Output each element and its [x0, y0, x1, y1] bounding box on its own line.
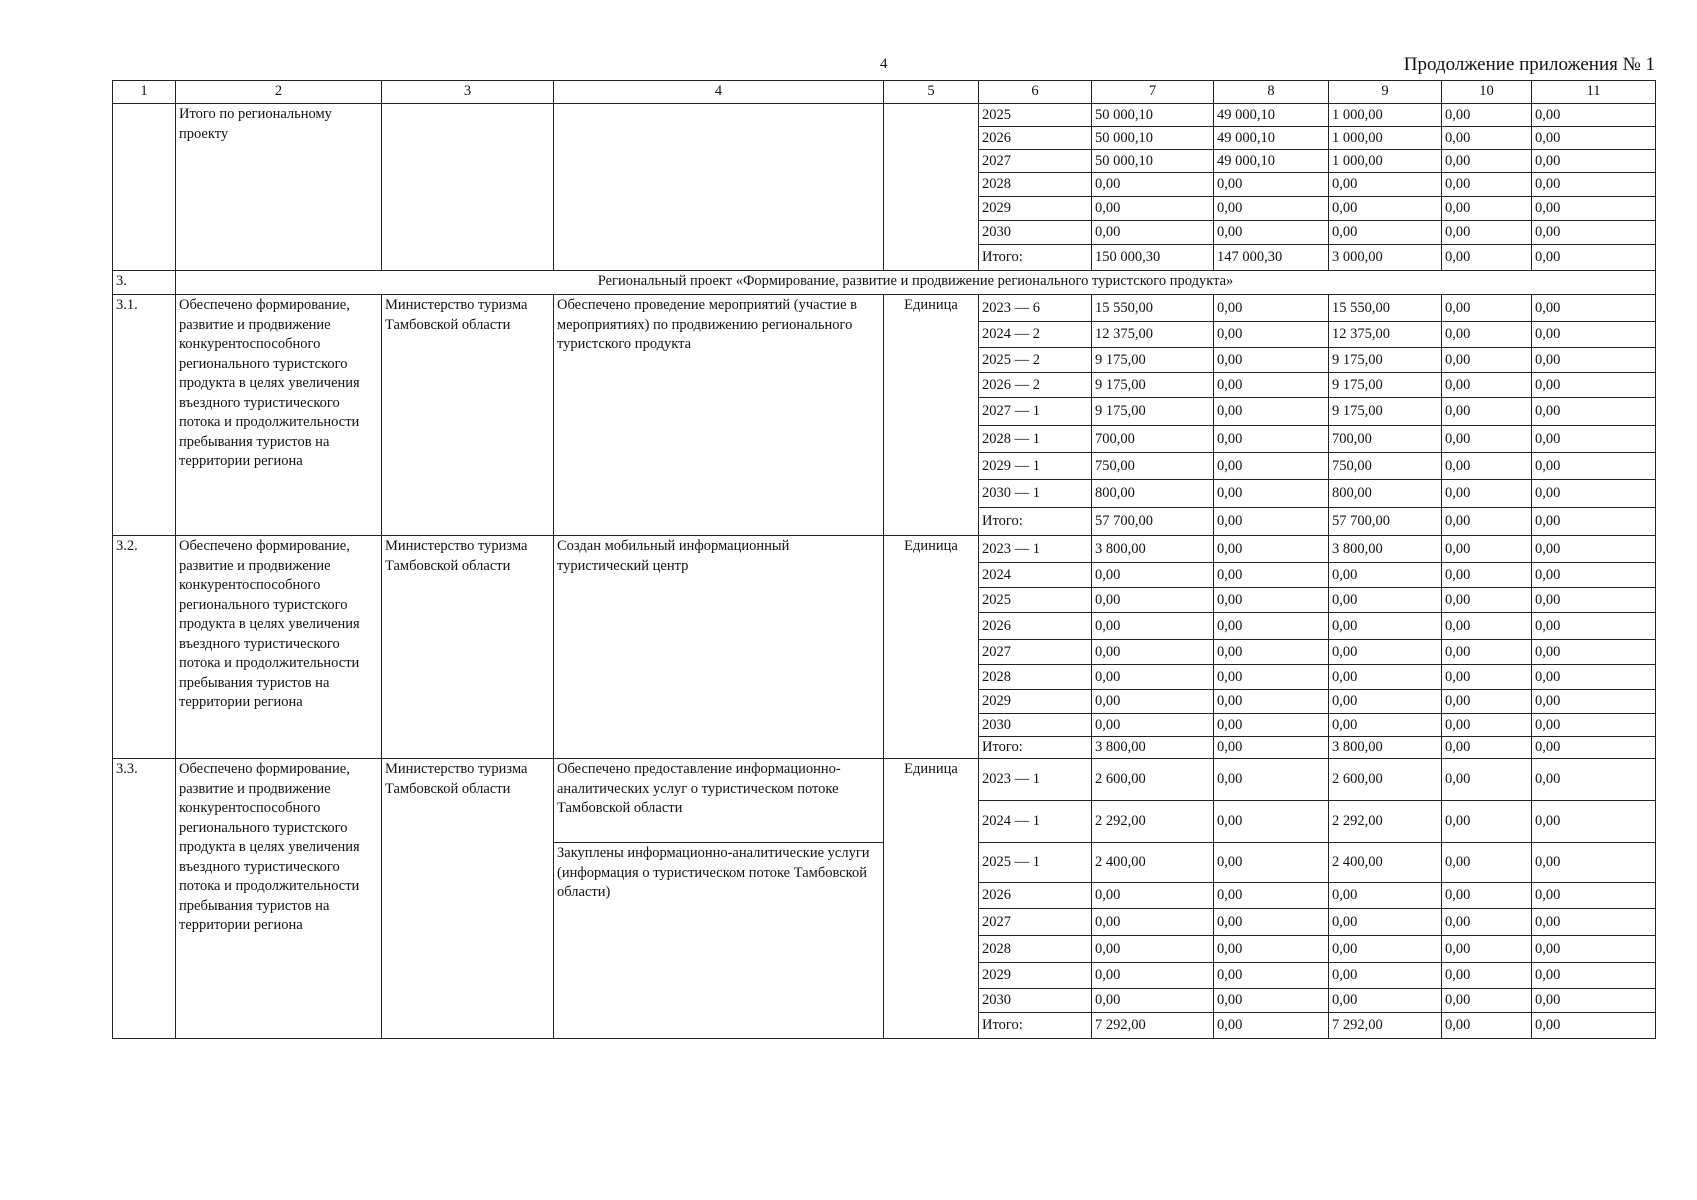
extra-budget-cell: 0,00: [1532, 563, 1656, 588]
year-cell: 2030: [979, 989, 1092, 1013]
regional-cell: 9 175,00: [1329, 398, 1442, 426]
regional-cell: 0,00: [1329, 690, 1442, 714]
regional-cell: 3 800,00: [1329, 737, 1442, 759]
item-block: [113, 295, 1656, 536]
municipal-cell: 0,00: [1442, 453, 1532, 480]
municipal-cell: 0,00: [1442, 322, 1532, 348]
municipal-cell: 0,00: [1442, 714, 1532, 737]
total-cell: 0,00: [1092, 989, 1214, 1013]
year-cell: 2027: [979, 150, 1092, 173]
extra-budget-cell: 0,00: [1532, 453, 1656, 480]
unit-cell: Единица: [884, 295, 979, 536]
year-cell: 2023 — 6: [979, 295, 1092, 322]
extra-budget-cell: 0,00: [1532, 536, 1656, 563]
federal-cell: 0,00: [1214, 883, 1329, 909]
column-header: 8: [1214, 81, 1329, 104]
regional-total-block: [113, 104, 1656, 271]
column-header: 3: [382, 81, 554, 104]
municipal-cell: 0,00: [1442, 640, 1532, 665]
total-cell: 2 400,00: [1092, 843, 1214, 883]
federal-cell: 0,00: [1214, 398, 1329, 426]
extra-budget-cell: 0,00: [1532, 843, 1656, 883]
year-cell: 2029 — 1: [979, 453, 1092, 480]
federal-cell: 0,00: [1214, 426, 1329, 453]
total-cell: 0,00: [1092, 197, 1214, 221]
total-cell: 50 000,10: [1092, 127, 1214, 150]
total-cell: 0,00: [1092, 221, 1214, 245]
year-cell: 2026: [979, 613, 1092, 640]
federal-cell: 0,00: [1214, 1013, 1329, 1039]
municipal-cell: 0,00: [1442, 936, 1532, 963]
regional-cell: 0,00: [1329, 963, 1442, 989]
item-name-cell: Обеспечено формирование, развитие и продвижение конкурентоспособного регионального туристского продукта в целях увеличения въездного туристического потока и продолжительности пребывания туристов на территории региона: [176, 536, 382, 759]
total-cell: 700,00: [1092, 426, 1214, 453]
extra-budget-cell: 0,00: [1532, 150, 1656, 173]
column-header-row: [113, 81, 1656, 104]
municipal-cell: 0,00: [1442, 245, 1532, 271]
budget-table: [112, 80, 1656, 1039]
result-cell: [554, 104, 884, 271]
year-cell: 2026 — 2: [979, 373, 1092, 398]
column-header: 10: [1442, 81, 1532, 104]
federal-cell: 0,00: [1214, 714, 1329, 737]
municipal-cell: 0,00: [1442, 665, 1532, 690]
federal-cell: 49 000,10: [1214, 104, 1329, 127]
federal-cell: 0,00: [1214, 690, 1329, 714]
total-cell: 0,00: [1092, 563, 1214, 588]
item-number-cell: 3.3.: [113, 759, 176, 1039]
total-cell: 750,00: [1092, 453, 1214, 480]
extra-budget-cell: 0,00: [1532, 759, 1656, 801]
municipal-cell: 0,00: [1442, 1013, 1532, 1039]
regional-cell: 0,00: [1329, 613, 1442, 640]
total-cell: 3 800,00: [1092, 536, 1214, 563]
table-row: [113, 536, 1656, 563]
federal-cell: 0,00: [1214, 322, 1329, 348]
year-cell: 2029: [979, 690, 1092, 714]
year-cell: Итого:: [979, 508, 1092, 536]
federal-cell: 0,00: [1214, 295, 1329, 322]
section-title: Региональный проект «Формирование, развитие и продвижение регионального туристского продукта»: [176, 271, 1656, 295]
federal-cell: 0,00: [1214, 613, 1329, 640]
federal-cell: 49 000,10: [1214, 150, 1329, 173]
table-row: [113, 104, 1656, 127]
total-cell: 800,00: [1092, 480, 1214, 508]
year-cell: 2024 — 2: [979, 322, 1092, 348]
federal-cell: 147 000,30: [1214, 245, 1329, 271]
extra-budget-cell: 0,00: [1532, 588, 1656, 613]
federal-cell: 49 000,10: [1214, 127, 1329, 150]
total-cell: 0,00: [1092, 963, 1214, 989]
year-cell: 2025: [979, 588, 1092, 613]
total-cell: 150 000,30: [1092, 245, 1214, 271]
column-header: 11: [1532, 81, 1656, 104]
year-cell: 2025: [979, 104, 1092, 127]
result-cell: Обеспечено предоставление информационно-аналитических услуг о туристическом потоке Тамбовской области: [554, 759, 884, 843]
federal-cell: 0,00: [1214, 480, 1329, 508]
extra-budget-cell: 0,00: [1532, 373, 1656, 398]
extra-budget-cell: 0,00: [1532, 197, 1656, 221]
municipal-cell: 0,00: [1442, 480, 1532, 508]
regional-cell: 0,00: [1329, 936, 1442, 963]
federal-cell: 0,00: [1214, 221, 1329, 245]
regional-cell: 0,00: [1329, 563, 1442, 588]
extra-budget-cell: 0,00: [1532, 714, 1656, 737]
organization-cell: [382, 104, 554, 271]
column-header: 9: [1329, 81, 1442, 104]
municipal-cell: 0,00: [1442, 221, 1532, 245]
item-number-cell: 3.2.: [113, 536, 176, 759]
year-cell: 2030: [979, 714, 1092, 737]
year-cell: 2028: [979, 665, 1092, 690]
year-cell: 2030: [979, 221, 1092, 245]
item-block: [113, 536, 1656, 759]
year-cell: 2028 — 1: [979, 426, 1092, 453]
unit-cell: Единица: [884, 759, 979, 1039]
regional-cell: 0,00: [1329, 883, 1442, 909]
municipal-cell: 0,00: [1442, 759, 1532, 801]
regional-cell: 1 000,00: [1329, 104, 1442, 127]
municipal-cell: 0,00: [1442, 963, 1532, 989]
year-cell: 2027: [979, 640, 1092, 665]
federal-cell: 0,00: [1214, 173, 1329, 197]
regional-cell: 0,00: [1329, 640, 1442, 665]
regional-cell: 0,00: [1329, 909, 1442, 936]
appendix-note: Продолжение приложения № 1: [1403, 54, 1655, 75]
organization-cell: Министерство туризма Тамбовской области: [382, 759, 554, 1039]
total-cell: 50 000,10: [1092, 150, 1214, 173]
regional-cell: 1 000,00: [1329, 150, 1442, 173]
municipal-cell: 0,00: [1442, 690, 1532, 714]
extra-budget-cell: 0,00: [1532, 398, 1656, 426]
municipal-cell: 0,00: [1442, 536, 1532, 563]
item-block: [113, 759, 1656, 1039]
regional-cell: 0,00: [1329, 665, 1442, 690]
municipal-cell: 0,00: [1442, 426, 1532, 453]
extra-budget-cell: 0,00: [1532, 480, 1656, 508]
year-cell: 2023 — 1: [979, 536, 1092, 563]
year-cell: 2025 — 1: [979, 843, 1092, 883]
total-cell: 0,00: [1092, 883, 1214, 909]
federal-cell: 0,00: [1214, 348, 1329, 373]
regional-cell: 2 600,00: [1329, 759, 1442, 801]
result-cell: Создан мобильный информационный туристический центр: [554, 536, 884, 759]
regional-cell: 800,00: [1329, 480, 1442, 508]
item-number-cell: 3.1.: [113, 295, 176, 536]
extra-budget-cell: 0,00: [1532, 640, 1656, 665]
total-cell: 0,00: [1092, 588, 1214, 613]
item-name-cell: Обеспечено формирование, развитие и продвижение конкурентоспособного регионального туристского продукта в целях увеличения въездного туристического потока и продолжительности пребывания туристов на территории региона: [176, 759, 382, 1039]
number-cell: [113, 104, 176, 271]
total-cell: 0,00: [1092, 613, 1214, 640]
municipal-cell: 0,00: [1442, 373, 1532, 398]
result-cell: Закуплены информационно-аналитические услуги (информация о туристическом потоке Тамбовской области): [554, 843, 884, 1039]
municipal-cell: 0,00: [1442, 197, 1532, 221]
federal-cell: 0,00: [1214, 588, 1329, 613]
total-cell: 2 600,00: [1092, 759, 1214, 801]
municipal-cell: 0,00: [1442, 127, 1532, 150]
total-cell: 0,00: [1092, 665, 1214, 690]
federal-cell: 0,00: [1214, 843, 1329, 883]
total-cell: 15 550,00: [1092, 295, 1214, 322]
extra-budget-cell: 0,00: [1532, 963, 1656, 989]
municipal-cell: 0,00: [1442, 348, 1532, 373]
municipal-cell: 0,00: [1442, 104, 1532, 127]
municipal-cell: 0,00: [1442, 883, 1532, 909]
regional-cell: 0,00: [1329, 989, 1442, 1013]
year-cell: 2024: [979, 563, 1092, 588]
municipal-cell: 0,00: [1442, 398, 1532, 426]
extra-budget-cell: 0,00: [1532, 665, 1656, 690]
total-cell: 2 292,00: [1092, 801, 1214, 843]
municipal-cell: 0,00: [1442, 613, 1532, 640]
regional-cell: 2 400,00: [1329, 843, 1442, 883]
municipal-cell: 0,00: [1442, 909, 1532, 936]
regional-cell: 700,00: [1329, 426, 1442, 453]
federal-cell: 0,00: [1214, 508, 1329, 536]
municipal-cell: 0,00: [1442, 563, 1532, 588]
year-cell: 2026: [979, 883, 1092, 909]
column-header: 7: [1092, 81, 1214, 104]
regional-cell: 2 292,00: [1329, 801, 1442, 843]
total-cell: 9 175,00: [1092, 348, 1214, 373]
regional-cell: 1 000,00: [1329, 127, 1442, 150]
federal-cell: 0,00: [1214, 963, 1329, 989]
total-cell: 57 700,00: [1092, 508, 1214, 536]
extra-budget-cell: 0,00: [1532, 104, 1656, 127]
total-cell: 9 175,00: [1092, 398, 1214, 426]
regional-cell: 3 000,00: [1329, 245, 1442, 271]
federal-cell: 0,00: [1214, 909, 1329, 936]
column-header: 2: [176, 81, 382, 104]
regional-cell: 9 175,00: [1329, 348, 1442, 373]
federal-cell: 0,00: [1214, 640, 1329, 665]
total-cell: 0,00: [1092, 690, 1214, 714]
regional-cell: 15 550,00: [1329, 295, 1442, 322]
year-cell: Итого:: [979, 1013, 1092, 1039]
unit-cell: [884, 104, 979, 271]
extra-budget-cell: 0,00: [1532, 613, 1656, 640]
page-number: 4: [880, 56, 888, 72]
federal-cell: 0,00: [1214, 759, 1329, 801]
regional-cell: 57 700,00: [1329, 508, 1442, 536]
federal-cell: 0,00: [1214, 563, 1329, 588]
federal-cell: 0,00: [1214, 373, 1329, 398]
year-cell: 2023 — 1: [979, 759, 1092, 801]
column-header: 5: [884, 81, 979, 104]
total-cell: 7 292,00: [1092, 1013, 1214, 1039]
municipal-cell: 0,00: [1442, 150, 1532, 173]
total-cell: 0,00: [1092, 909, 1214, 936]
extra-budget-cell: 0,00: [1532, 322, 1656, 348]
municipal-cell: 0,00: [1442, 843, 1532, 883]
regional-cell: 7 292,00: [1329, 1013, 1442, 1039]
year-cell: 2027: [979, 909, 1092, 936]
year-cell: Итого:: [979, 737, 1092, 759]
extra-budget-cell: 0,00: [1532, 508, 1656, 536]
regional-cell: 3 800,00: [1329, 536, 1442, 563]
column-header: 1: [113, 81, 176, 104]
column-header: 4: [554, 81, 884, 104]
total-cell: 12 375,00: [1092, 322, 1214, 348]
municipal-cell: 0,00: [1442, 588, 1532, 613]
total-cell: 50 000,10: [1092, 104, 1214, 127]
extra-budget-cell: 0,00: [1532, 883, 1656, 909]
municipal-cell: 0,00: [1442, 989, 1532, 1013]
year-cell: 2028: [979, 936, 1092, 963]
extra-budget-cell: 0,00: [1532, 1013, 1656, 1039]
federal-cell: 0,00: [1214, 989, 1329, 1013]
year-cell: 2027 — 1: [979, 398, 1092, 426]
result-cell: Обеспечено проведение мероприятий (участие в мероприятиях) по продвижению регионального туристского продукта: [554, 295, 884, 536]
extra-budget-cell: 0,00: [1532, 348, 1656, 373]
organization-cell: Министерство туризма Тамбовской области: [382, 536, 554, 759]
year-cell: 2025 — 2: [979, 348, 1092, 373]
column-header: 6: [979, 81, 1092, 104]
regional-cell: 0,00: [1329, 197, 1442, 221]
regional-cell: 0,00: [1329, 714, 1442, 737]
federal-cell: 0,00: [1214, 536, 1329, 563]
regional-cell: 750,00: [1329, 453, 1442, 480]
total-cell: 9 175,00: [1092, 373, 1214, 398]
total-cell: 3 800,00: [1092, 737, 1214, 759]
municipal-cell: 0,00: [1442, 737, 1532, 759]
regional-cell: 0,00: [1329, 173, 1442, 197]
section-row: [113, 271, 1656, 295]
regional-cell: 0,00: [1329, 588, 1442, 613]
federal-cell: 0,00: [1214, 197, 1329, 221]
extra-budget-cell: 0,00: [1532, 909, 1656, 936]
federal-cell: 0,00: [1214, 801, 1329, 843]
extra-budget-cell: 0,00: [1532, 127, 1656, 150]
regional-cell: 0,00: [1329, 221, 1442, 245]
year-cell: 2026: [979, 127, 1092, 150]
organization-cell: Министерство туризма Тамбовской области: [382, 295, 554, 536]
year-cell: 2030 — 1: [979, 480, 1092, 508]
extra-budget-cell: 0,00: [1532, 936, 1656, 963]
extra-budget-cell: 0,00: [1532, 221, 1656, 245]
year-cell: 2029: [979, 963, 1092, 989]
extra-budget-cell: 0,00: [1532, 737, 1656, 759]
extra-budget-cell: 0,00: [1532, 801, 1656, 843]
extra-budget-cell: 0,00: [1532, 989, 1656, 1013]
regional-cell: 12 375,00: [1329, 322, 1442, 348]
year-cell: 2029: [979, 197, 1092, 221]
year-cell: Итого:: [979, 245, 1092, 271]
municipal-cell: 0,00: [1442, 801, 1532, 843]
extra-budget-cell: 0,00: [1532, 245, 1656, 271]
table-row: [113, 759, 1656, 801]
year-cell: 2028: [979, 173, 1092, 197]
section-number: 3.: [113, 271, 176, 295]
extra-budget-cell: 0,00: [1532, 295, 1656, 322]
item-name-cell: Обеспечено формирование, развитие и продвижение конкурентоспособного регионального туристского продукта в целях увеличения въездного туристического потока и продолжительности пребывания туристов на территории региона: [176, 295, 382, 536]
item-name-cell: Итого по региональному проекту: [176, 104, 382, 271]
extra-budget-cell: 0,00: [1532, 690, 1656, 714]
year-cell: 2024 — 1: [979, 801, 1092, 843]
federal-cell: 0,00: [1214, 737, 1329, 759]
municipal-cell: 0,00: [1442, 508, 1532, 536]
extra-budget-cell: 0,00: [1532, 426, 1656, 453]
extra-budget-cell: 0,00: [1532, 173, 1656, 197]
municipal-cell: 0,00: [1442, 173, 1532, 197]
unit-cell: Единица: [884, 536, 979, 759]
federal-cell: 0,00: [1214, 453, 1329, 480]
total-cell: 0,00: [1092, 714, 1214, 737]
regional-cell: 9 175,00: [1329, 373, 1442, 398]
total-cell: 0,00: [1092, 640, 1214, 665]
federal-cell: 0,00: [1214, 936, 1329, 963]
federal-cell: 0,00: [1214, 665, 1329, 690]
municipal-cell: 0,00: [1442, 295, 1532, 322]
table-row: [113, 295, 1656, 322]
total-cell: 0,00: [1092, 936, 1214, 963]
total-cell: 0,00: [1092, 173, 1214, 197]
